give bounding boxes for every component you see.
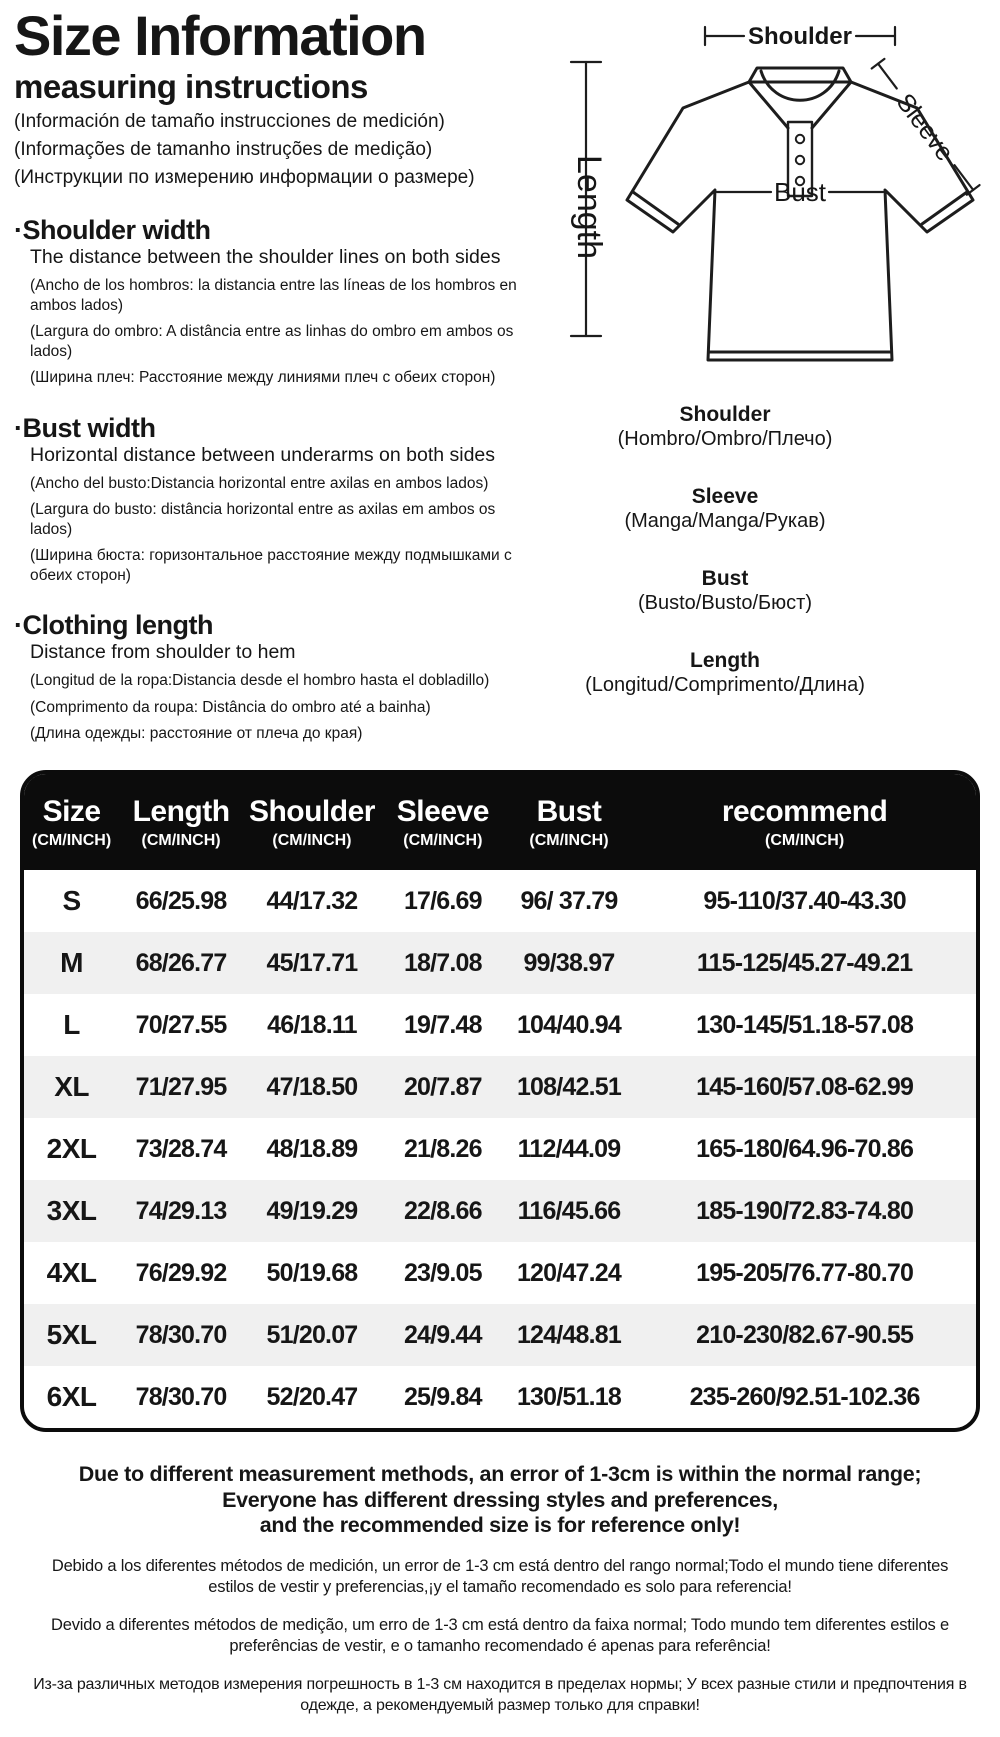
column-header-sleeve	[381, 795, 505, 850]
shoulder-measure	[705, 23, 895, 50]
legend-term: Bust	[701, 567, 749, 590]
cell-length: 78/30.70	[135, 1320, 227, 1349]
cell-bust: 112/44.09	[517, 1134, 621, 1163]
disclaimer-es: Debido a los diferentes métodos de medición, un error de 1-3 cm está dentro del rango normal;Todo el mundo tiene diferentes estilos de vestir y preferencias,¡y el tamaño recomendado es solo para referencia!	[51, 1556, 949, 1596]
bust-label: Bust	[773, 177, 827, 207]
column-unit: (CM/INCH)	[141, 831, 221, 849]
cell-sleeve: 25/9.84	[403, 1382, 482, 1411]
legend-item-sleeve	[545, 484, 905, 533]
cell-size: S	[62, 885, 81, 916]
column-unit: (CM/INCH)	[765, 831, 845, 849]
column-label: Shoulder	[248, 794, 375, 828]
size-table-header	[24, 774, 976, 870]
section-description: The distance between the shoulder lines on both sides	[30, 246, 501, 269]
section-description: Distance from shoulder to hem	[30, 641, 296, 664]
cell-recommend: 130-145/51.18-57.08	[696, 1010, 914, 1039]
notice-line-2: Everyone has different dressing styles and preferences,	[222, 1487, 778, 1512]
bullet: ·	[14, 610, 23, 641]
cell-length: 66/25.98	[135, 886, 227, 915]
table-row-l	[24, 994, 976, 1056]
cell-sleeve: 17/6.69	[403, 886, 482, 915]
cell-shoulder: 49/19.29	[266, 1196, 358, 1225]
section-translation-pt: (Largura do busto: distância horizontal entre as axilas em ambos os lados)	[30, 501, 496, 538]
cell-size: L	[63, 1009, 80, 1040]
section-translation-es: (Longitud de la ropa:Distancia desde el hombro hasta el dobladillo)	[30, 672, 490, 690]
cell-size: M	[60, 947, 83, 978]
column-unit: (CM/INCH)	[272, 831, 352, 849]
shoulder-label: Shoulder	[747, 23, 853, 50]
section-translation-es: (Ancho de los hombros: la distancia entre las líneas de los hombros en ambos lados)	[30, 277, 517, 314]
column-unit: (CM/INCH)	[529, 831, 609, 849]
table-row-3xl	[24, 1180, 976, 1242]
cell-recommend: 185-190/72.83-74.80	[696, 1196, 914, 1225]
table-row-4xl	[24, 1242, 976, 1304]
measurement-legend	[545, 402, 905, 730]
cell-size: 3XL	[46, 1195, 97, 1226]
section-translation-pt: (Largura do ombro: A distância entre as linhas do ombro em ambos os lados)	[30, 323, 514, 360]
cell-length: 74/29.13	[135, 1196, 227, 1225]
table-row-6xl	[24, 1366, 976, 1428]
section-translation-ru: (Ширина плеч: Расстояние между линиями плеч с обеих сторон)	[30, 369, 496, 387]
notice-line-3: and the recommended size is for reference only!	[259, 1513, 741, 1537]
section-heading	[14, 610, 559, 640]
legend-translation: (Busto/Busto/Бюст)	[637, 592, 812, 614]
disclaimer-ru: Из-за различных методов измерения погрешность в 1-3 см находится в пределах нормы; У всех разные стили и предпочтения в одежде, а рекомендуемый размер только для справки!	[33, 1675, 967, 1714]
cell-shoulder: 45/17.71	[266, 948, 358, 977]
column-label: Length	[132, 794, 230, 828]
cell-size: 4XL	[46, 1257, 97, 1288]
size-table	[20, 770, 980, 1432]
column-unit: (CM/INCH)	[32, 831, 112, 849]
sleeve-measure	[866, 56, 983, 199]
column-label: Size	[42, 794, 101, 828]
cell-recommend: 145-160/57.08-62.99	[696, 1072, 914, 1101]
cell-recommend: 165-180/64.96-70.86	[696, 1134, 914, 1163]
cell-size: 2XL	[46, 1133, 97, 1164]
cell-shoulder: 50/19.68	[266, 1258, 358, 1287]
bullet: ·	[14, 215, 23, 246]
column-header-bust	[505, 795, 634, 850]
cell-sleeve: 22/8.66	[403, 1196, 482, 1225]
column-label: recommend	[721, 794, 888, 828]
section-clothing-length	[14, 610, 559, 744]
cell-length: 76/29.92	[135, 1258, 227, 1287]
section-heading	[14, 215, 559, 245]
section-heading-text: Shoulder width	[22, 215, 211, 246]
bust-measure	[717, 177, 883, 207]
cell-length: 71/27.95	[135, 1072, 227, 1101]
section-translation-pt: (Comprimento da roupa: Distância do ombro até a bainha)	[30, 698, 431, 716]
disclaimer-pt: Devido a diferentes métodos de medição, um erro de 1-3 cm está dentro da faixa normal; Todo mundo tem diferentes estilos e preferências de vestir, e o tamanho recomendado é apenas para referência!	[51, 1615, 949, 1655]
cell-length: 68/26.77	[135, 948, 227, 977]
column-header-length	[119, 795, 243, 850]
title-translation-pt: (Informações de tamanho instruções de medição)	[14, 139, 433, 161]
page-subtitle: measuring instructions	[14, 68, 368, 106]
section-heading-text: Clothing length	[22, 610, 213, 641]
legend-item-length	[545, 648, 905, 697]
cell-bust: 116/45.66	[517, 1196, 621, 1225]
column-unit: (CM/INCH)	[403, 831, 483, 849]
cell-sleeve: 24/9.44	[403, 1320, 482, 1349]
column-header-size	[24, 795, 119, 850]
bullet: ·	[14, 412, 23, 443]
table-row-m	[24, 932, 976, 994]
legend-translation: (Hombro/Ombro/Плечо)	[617, 428, 833, 450]
table-row-s	[24, 870, 976, 932]
cell-recommend: 95-110/37.40-43.30	[703, 886, 906, 915]
cell-shoulder: 44/17.32	[266, 886, 358, 915]
polo-shirt-svg	[545, 8, 1000, 400]
cell-recommend: 115-125/45.27-49.21	[696, 948, 913, 977]
cell-length: 70/27.55	[135, 1010, 227, 1039]
cell-recommend: 195-205/76.77-80.70	[696, 1258, 914, 1287]
sleeve-label: Sleeve	[890, 88, 959, 167]
column-header-recommend	[633, 795, 976, 850]
cell-shoulder: 47/18.50	[266, 1072, 358, 1101]
notice-line-1: Due to different measurement methods, an error of 1-3cm is within the normal range;	[78, 1462, 922, 1486]
length-measure	[570, 62, 608, 336]
cell-recommend: 210-230/82.67-90.55	[696, 1320, 914, 1349]
section-heading	[14, 413, 559, 443]
cell-shoulder: 52/20.47	[266, 1382, 358, 1411]
section-translation-es: (Ancho del busto:Distancia horizontal entre axilas en ambos lados)	[30, 474, 489, 492]
cell-bust: 130/51.18	[516, 1382, 621, 1411]
title-translation-es: (Información de tamaño instrucciones de medición)	[14, 111, 445, 133]
legend-translation: (Longitud/Comprimento/Длина)	[585, 674, 865, 696]
cell-length: 78/30.70	[135, 1382, 227, 1411]
cell-bust: 120/47.24	[516, 1258, 621, 1287]
cell-size: 6XL	[46, 1381, 97, 1412]
cell-sleeve: 18/7.08	[403, 948, 482, 977]
cell-shoulder: 48/18.89	[266, 1134, 358, 1163]
table-row-2xl	[24, 1118, 976, 1180]
legend-translation: (Manga/Manga/Рукав)	[624, 510, 826, 532]
cell-length: 73/28.74	[135, 1134, 227, 1163]
cell-bust: 108/42.51	[516, 1072, 621, 1101]
table-row-xl	[24, 1056, 976, 1118]
legend-term: Shoulder	[679, 403, 771, 426]
cell-bust: 99/38.97	[523, 948, 615, 977]
legend-item-shoulder	[545, 402, 905, 451]
table-row-5xl	[24, 1304, 976, 1366]
polo-shirt-diagram	[545, 8, 1000, 400]
cell-bust: 104/40.94	[516, 1010, 621, 1039]
cell-size: XL	[54, 1071, 89, 1102]
cell-sleeve: 23/9.05	[403, 1258, 482, 1287]
cell-shoulder: 51/20.07	[266, 1320, 358, 1349]
column-label: Bust	[536, 794, 602, 828]
cell-sleeve: 20/7.87	[403, 1072, 482, 1101]
cell-shoulder: 46/18.11	[267, 1010, 357, 1039]
title-translation-ru: (Инструкции по измерению информации о размере)	[14, 167, 475, 189]
page-title: Size Information	[14, 4, 426, 67]
section-shoulder-width	[14, 215, 559, 388]
section-translation-ru: (Ширина бюста: горизонтальное расстояние между подмышками с обеих сторон)	[30, 547, 512, 584]
legend-term: Sleeve	[691, 485, 759, 508]
cell-bust: 124/48.81	[516, 1320, 621, 1349]
legend-item-bust	[545, 566, 905, 615]
length-label: Length	[570, 155, 608, 259]
section-bust-width	[14, 413, 559, 586]
cell-sleeve: 21/8.26	[403, 1134, 482, 1163]
cell-size: 5XL	[46, 1319, 97, 1350]
cell-sleeve: 19/7.48	[403, 1010, 482, 1039]
section-heading-text: Bust width	[22, 412, 156, 443]
column-label: Sleeve	[396, 794, 489, 828]
section-description: Horizontal distance between underarms on both sides	[30, 443, 496, 466]
legend-term: Length	[690, 649, 760, 672]
footer-disclaimer	[0, 1462, 1000, 1716]
measuring-instructions-block	[14, 6, 559, 744]
cell-recommend: 235-260/92.51-102.36	[689, 1382, 920, 1411]
column-header-shoulder	[243, 795, 381, 850]
cell-bust: 96/ 37.79	[520, 886, 618, 915]
section-translation-ru: (Длина одежды: расстояние от плеча до края)	[30, 725, 363, 743]
